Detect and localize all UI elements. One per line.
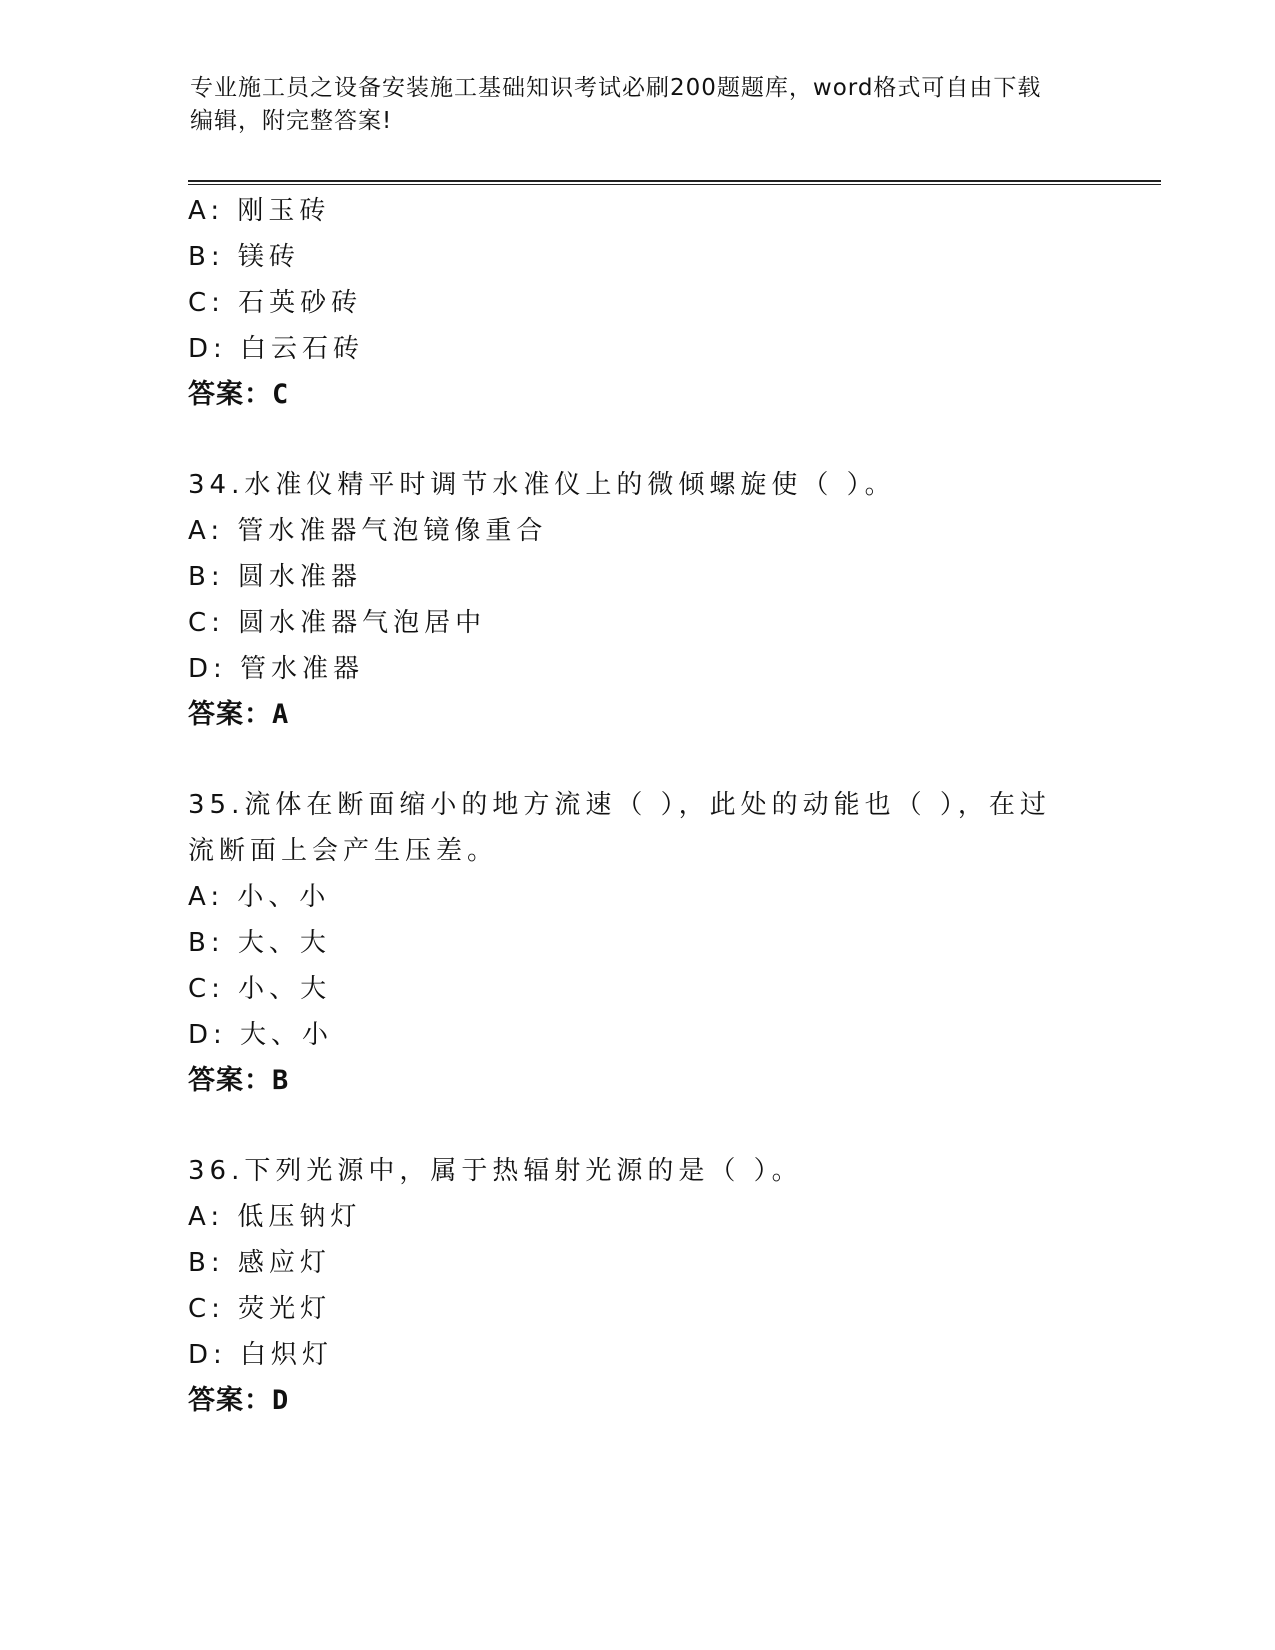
- answer-line: 答案：C: [188, 379, 290, 410]
- question-text: 36.下列光源中，属于热辐射光源的是（ ）。: [188, 1156, 803, 1186]
- block-spacer: [188, 418, 1128, 462]
- option-b: B: 圆水准器: [188, 562, 362, 592]
- option-a: A: 小、小: [188, 882, 331, 912]
- option-b: B: 镁砖: [188, 242, 300, 272]
- option-c: C: 荧光灯: [188, 1294, 332, 1324]
- question-text: 34.水准仪精平时调节水准仪上的微倾螺旋使（ ）。: [188, 470, 896, 500]
- question-text: 35.流体在断面缩小的地方流速（ ），此处的动能也（ ），在过流断面上会产生压差。: [188, 790, 1051, 866]
- option-b: B: 感应灯: [188, 1248, 331, 1278]
- header-divider-thin: [188, 184, 1161, 185]
- option-a: A: 刚玉砖: [188, 196, 331, 226]
- document-header: [190, 72, 1070, 138]
- header-title-line-2: 编辑，附完整答案!: [190, 108, 393, 134]
- option-c: C: 小、大: [188, 974, 332, 1004]
- option-d: D: 大、小: [188, 1020, 334, 1050]
- question-block-36: [188, 1148, 1128, 1424]
- option-d: D: 白炽灯: [188, 1340, 334, 1370]
- option-c: C: 石英砂砖: [188, 288, 363, 318]
- option-a: A: 低压钠灯: [188, 1202, 362, 1232]
- answer-line: 答案：D: [188, 1385, 290, 1416]
- answer-line: 答案：B: [188, 1065, 290, 1096]
- question-block-35: [188, 782, 1128, 1104]
- option-c: C: 圆水准器气泡居中: [188, 608, 487, 638]
- question-list: [188, 188, 1128, 1424]
- question-block-33: [188, 188, 1128, 418]
- answer-line: 答案：A: [188, 699, 290, 730]
- option-d: D: 管水准器: [188, 654, 365, 684]
- block-spacer: [188, 738, 1128, 782]
- header-divider-thick: [188, 180, 1161, 182]
- block-spacer: [188, 1104, 1128, 1148]
- header-title-line-1: 专业施工员之设备安装施工基础知识考试必刷200题题库，word格式可自由下载: [190, 75, 1042, 101]
- option-a: A: 管水准器气泡镜像重合: [188, 516, 548, 546]
- option-d: D: 白云石砖: [188, 334, 365, 364]
- option-b: B: 大、大: [188, 928, 331, 958]
- question-block-34: [188, 462, 1128, 738]
